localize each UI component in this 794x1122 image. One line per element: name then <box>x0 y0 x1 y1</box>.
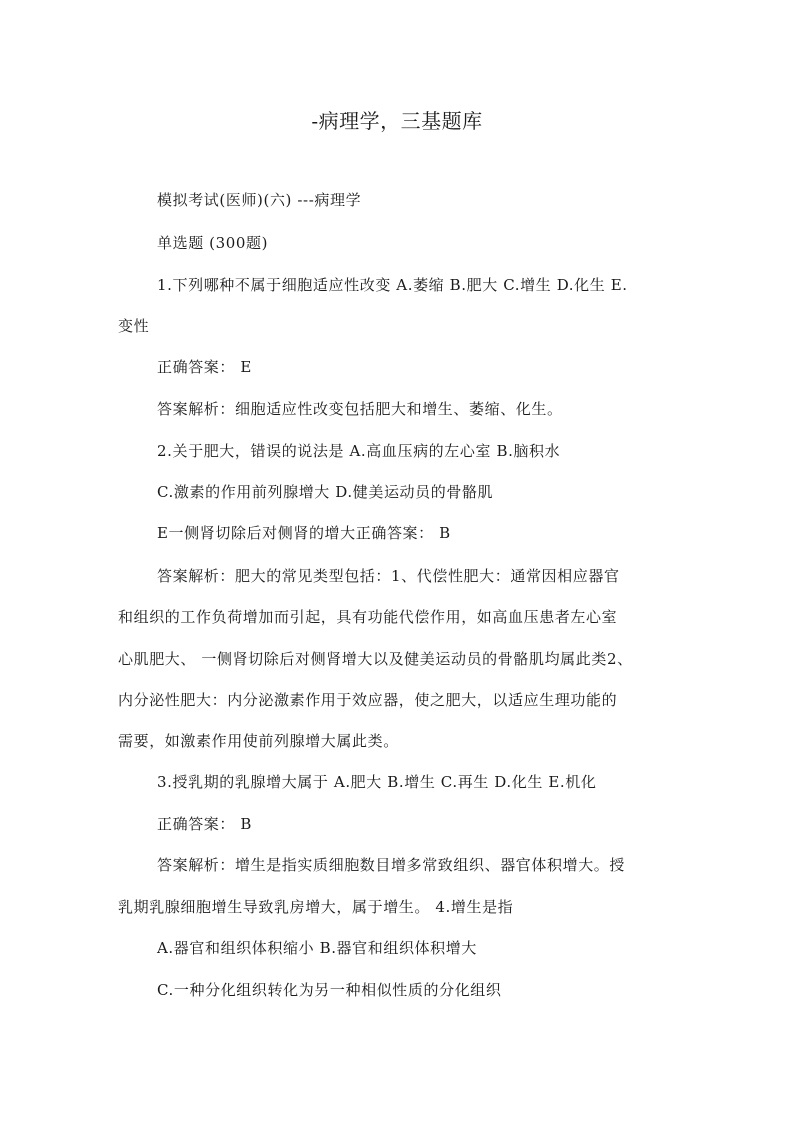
question-4-options-ab: A.器官和组织体积缩小 B.器官和组织体积增大 <box>157 939 477 957</box>
question-1-text-cont: 变性 <box>118 317 150 335</box>
section-heading: 单选题 (300题) <box>157 234 269 252</box>
exam-heading: 模拟考试(医师)(六) ---病理学 <box>157 191 362 209</box>
question-1-text: 1.下列哪种不属于细胞适应性改变 A.萎缩 B.肥大 C.增生 D.化生 E. <box>157 276 628 294</box>
question-2-answer: E一侧肾切除后对侧肾的增大正确答案： B <box>157 524 451 542</box>
question-3-explanation: 答案解析：增生是指实质细胞数目增多常致组织、器官体积增大。授 <box>157 856 626 874</box>
question-2-explanation-cont-4: 需要，如激素作用使前列腺增大属此类。 <box>118 732 399 750</box>
question-3-explanation-cont: 乳期乳腺细胞增生导致乳房增大，属于增生。 4.增生是指 <box>118 898 514 916</box>
question-2-text: 2.关于肥大，错误的说法是 A.高血压病的左心室 B.脑积水 <box>157 442 561 460</box>
question-1-explanation: 答案解析：细胞适应性改变包括肥大和增生、萎缩、化生。 <box>157 400 563 418</box>
question-1-answer: 正确答案： E <box>157 358 252 376</box>
question-2-explanation-cont-1: 和组织的工作负荷增加而引起，具有功能代偿作用，如高血压患者左心室 <box>118 608 618 626</box>
question-3-text: 3.授乳期的乳腺增大属于 A.肥大 B.增生 C.再生 D.化生 E.机化 <box>157 773 597 791</box>
document-title: -病理学，三基题库 <box>311 109 483 133</box>
question-3-answer: 正确答案： B <box>157 815 252 833</box>
question-4-option-c: C.一种分化组织转化为另一种相似性质的分化组织 <box>157 981 502 999</box>
question-2-options: C.激素的作用前列腺增大 D.健美运动员的骨骼肌 <box>157 483 494 501</box>
question-2-explanation: 答案解析：肥大的常见类型包括：1、代偿性肥大：通常因相应器官 <box>157 567 620 585</box>
question-2-explanation-cont-2: 心肌肥大、 一侧肾切除后对侧肾增大以及健美运动员的骨骼肌均属此类2、 <box>118 650 633 668</box>
question-2-explanation-cont-3: 内分泌性肥大：内分泌激素作用于效应器，使之肥大，以适应生理功能的 <box>118 691 618 709</box>
